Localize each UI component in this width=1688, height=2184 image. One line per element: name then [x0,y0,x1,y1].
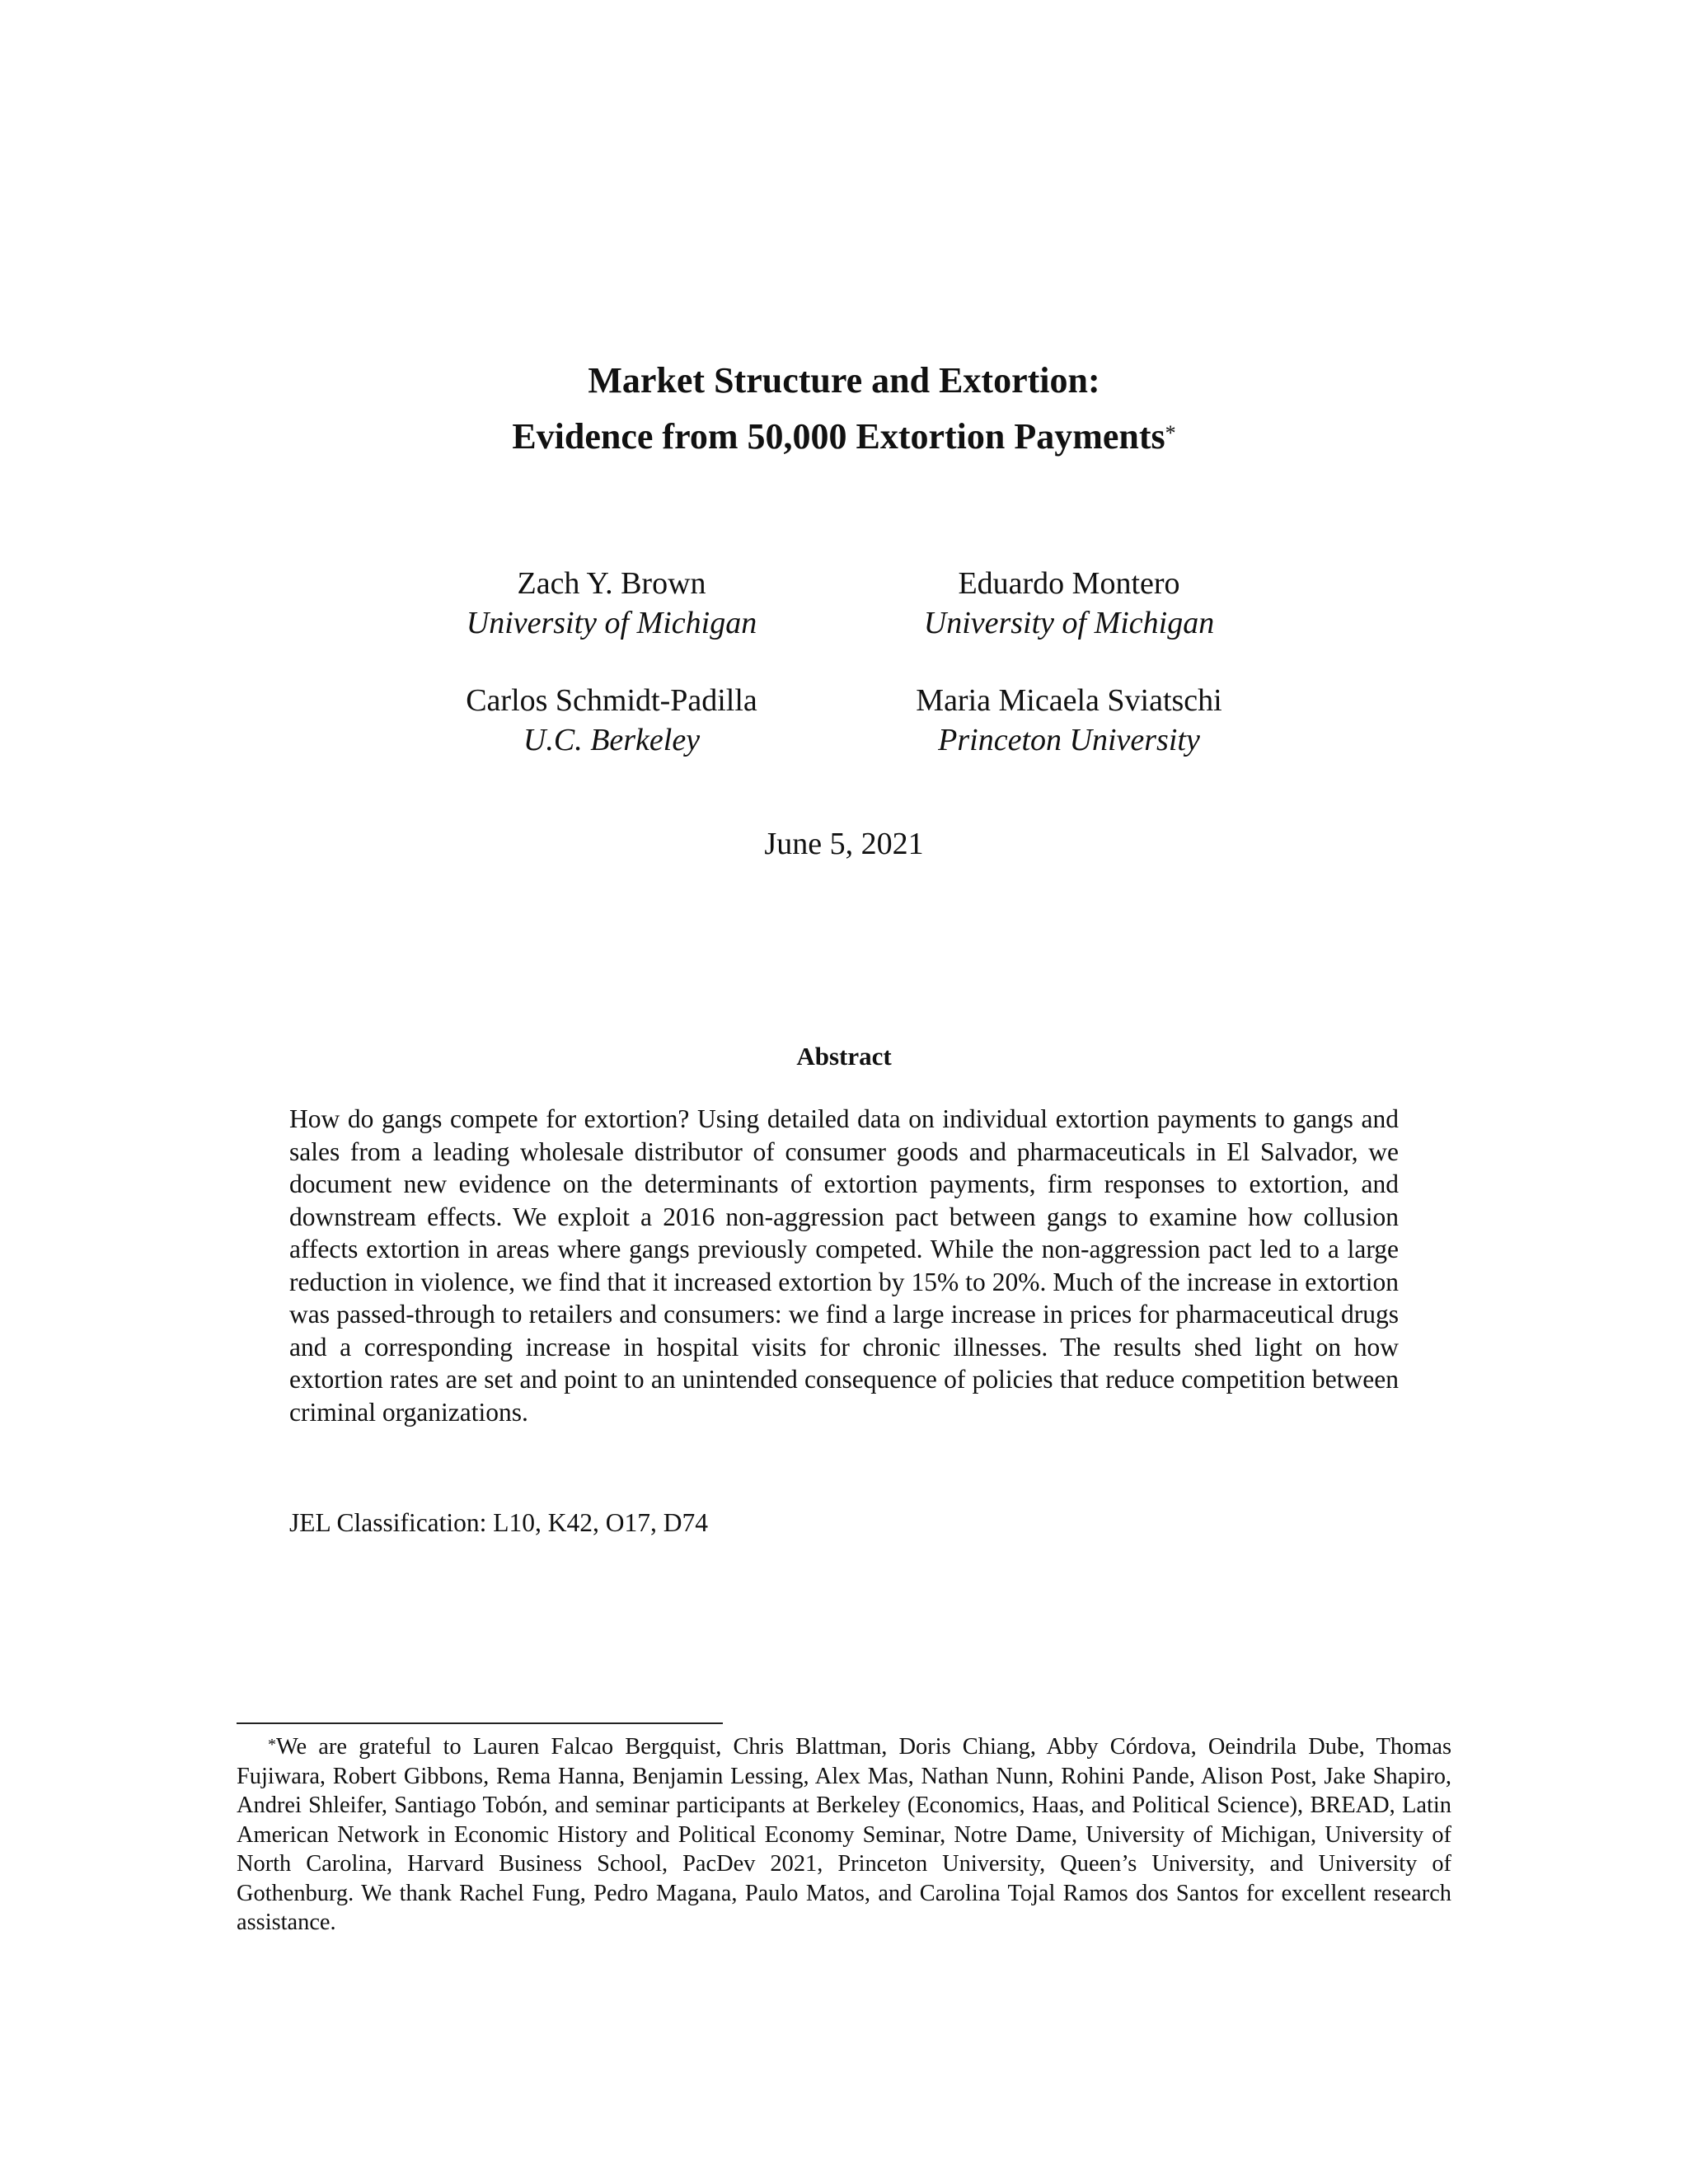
author-name: Zach Y. Brown [517,566,706,601]
author-affiliation: Princeton University [938,723,1200,757]
title-footnote-mark: * [1165,421,1176,445]
title-line-1: Market Structure and Extortion: [588,360,1100,401]
author-block-2 [855,564,1283,643]
acknowledgements-footnote [237,1732,1451,1938]
author-affiliation: U.C. Berkeley [523,723,701,757]
footnote-mark: * [268,1736,276,1754]
author-name: Maria Micaela Sviatschi [916,683,1222,718]
footnote-divider [237,1722,723,1724]
author-name: Eduardo Montero [958,566,1180,601]
author-block-4 [855,681,1283,760]
paper-date: June 5, 2021 [764,827,924,861]
abstract-text: How do gangs compete for extortion? Using detailed data on individual extortion payments to gangs and sales from a leading wholesale distributor of consumer goods and pharmaceuticals in El Salvador, we document new evidence on the determinants of extortion payments, firm responses to extortion, and downstream effects. We exploit a 2016 non-aggression pact between gangs to examine how collusion affects extortion in areas where gangs previously competed. While the non-aggression pact led to a large reduction in violence, we find that it increased extortion by 15% to 20%. Much of the increase in extortion was passed-through to retailers and consumers: we find a large increase in prices for pharmaceutical drugs and a corresponding increase in hospital visits for chronic illnesses. The results shed light on how extortion rates are set and point to an unintended consequence of policies that reduce competition between criminal organizations. [289,1104,1399,1427]
author-name: Carlos Schmidt-Padilla [466,683,757,718]
author-affiliation: University of Michigan [466,606,757,640]
jel-classification: JEL Classification: L10, K42, O17, D74 [289,1508,709,1537]
author-block-1 [397,564,826,643]
footnote-text: We are grateful to Lauren Falcao Bergquist, Chris Blattman, Doris Chiang, Abby Córdova, Oeindrila Dube, Thomas Fujiwara, Robert Gibbons, Rema Hanna, Benjamin Lessing, Alex Mas, Nathan Nunn, Rohini Pande, Alison Post, Jake Shapiro, Andrei Shleifer, Santiago Tobón, and seminar participants at Berkeley (Economics, Haas, and Political Science), BREAD, Latin American Network in Economic History and Political Economy Seminar, Notre Dame, University of Michigan, University of North Carolina, Harvard Business School, PacDev 2021, Princeton University, Queen’s University, and University of Gothenburg. We thank Rachel Fung, Pedro Magana, Paulo Matos, and Carolina Tojal Ramos dos Santos for excellent research assistance. [237,1734,1451,1935]
author-block-3 [397,681,826,760]
title-line-2 [0,409,1688,465]
paper-title [0,353,1688,465]
title-line-2-text: Evidence from 50,000 Extortion Payments [512,416,1165,457]
abstract-heading: Abstract [796,1042,892,1071]
author-affiliation: University of Michigan [923,606,1215,640]
